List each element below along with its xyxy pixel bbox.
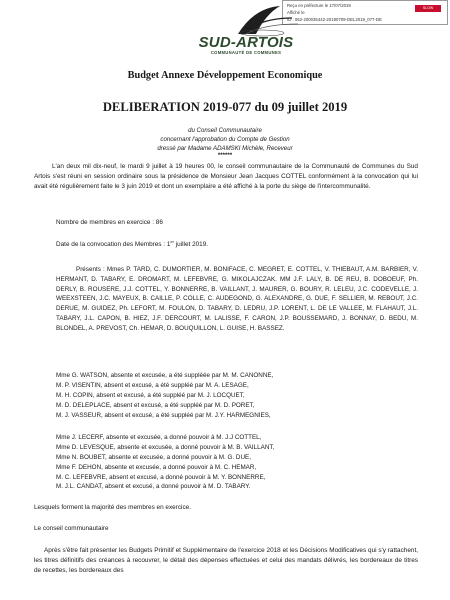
proxies-list — [56, 433, 274, 492]
presents-label: Présents : — [76, 266, 105, 273]
proxy-item: Mme N. BOUBET, absente et excusée, a donné pouvoir à M. G. DUE, — [56, 453, 251, 461]
final-paragraph — [34, 546, 418, 575]
proxy-item: Mme D. LEVESQUE, absente et excusée, a donné pouvoir à M. B. VAILLANT, — [56, 443, 275, 451]
deliberation-subtitle — [0, 126, 450, 159]
stamp-posted-line: Affiché le — [287, 10, 305, 15]
budget-title: Budget Annexe Développement Economique — [127, 70, 323, 81]
logo-name: SUD-ARTOIS — [198, 34, 294, 51]
council-heading: Le conseil communautaire — [34, 525, 109, 532]
intro-text: L'an deux mil dix-neuf, le mardi 9 juillet à 19 heures 00, le conseil communautaire de la Communauté de Communes du Sud Artois s'est réuni en session ordinaire sous la présidence de Monsieur Jean Jacques COTTEL conformément à la convocation qui lui avait été régulièrement faite le 3 juin 2019 et dont un exemplaire a été affiché à la porte du siège de l'intercommunalité. — [34, 163, 418, 190]
proxy-item: M. C. LEFEBVRE, absent et excusé, a donné pouvoir à M. Y. BONNERRE, — [56, 473, 266, 481]
subtitle-line-2: concernant l'approbation du Compte de Gestion — [160, 136, 290, 143]
deliberation-title: DELIBERATION 2019-077 du 09 juillet 2019 — [102, 100, 348, 114]
convocation-sup: er — [170, 238, 174, 244]
substitute-item: M. H. COPIN, absent et excusé, a été suppléé par M. J. LOCQUET, — [56, 391, 245, 399]
convocation-date — [56, 240, 208, 250]
presents-paragraph — [56, 265, 418, 334]
logo-text — [196, 34, 296, 55]
substitute-item: Mme G. WATSON, absente et excusée, a été suppléée par M. M. CANONNE, — [56, 372, 274, 379]
proxy-item: M. J.L. CANDAT, absent et excusé, a donné pouvoir à M. D. TABARY. — [56, 483, 251, 491]
convocation-rest: juillet 2019. — [173, 241, 209, 248]
final-text: Après s'être fait présenter les Budgets Primitif et Supplémentaire de l'exercice 2018 et les Décisions Modificatives qui s'y rattachent, les titres définitifs des créances à recouvrer, le détail des dépenses effectuées et celui des mandats délivrés, les bordereaux de titres de recettes, les bordereaux des — [34, 547, 418, 574]
members-count: Nombre de membres en exercice : 86 — [56, 219, 163, 226]
subtitle-line-3: dressé par Madame ADAMSKI Michèle, Receveur — [157, 145, 293, 152]
convocation-text: Date de la convocation des Membres : 1 — [56, 241, 171, 248]
substitutes-list — [56, 371, 273, 420]
intro-paragraph — [34, 162, 418, 191]
logo-subtitle: COMMUNAUTÉ DE COMMUNES — [210, 50, 282, 55]
proxy-item: Mme F. DEHON, absente et excusée, a donné pouvoir à M. C. HEMAR, — [56, 463, 257, 471]
stamp-badge: SLOW — [415, 5, 441, 12]
subtitle-stars: ****** — [217, 152, 233, 159]
presents-list: Mmes P. TARD, C. DUMORTIER, M. BONIFACE, C. MEGRET, E. COTTEL, V. THIEBAUT, A.M. BARBIER, V. HERMANT, D. TABARY, E. DROMART, M. LEFEBVRE, G. MIKOLAJCZAK. MM J.F. LALY, B. DE REU, B. DOBOEUF, Ph. DERLY, B. ROUSERE, J.J. COTTEL, Y. BONNERRE, B. VAILLANT, J. MAURER, G. BOURY, R. LELEU, J.C. CODEVELLE, J. WEEXSTEEN, J.C. MAYEUX, B. CAILLE, P. COLLE, C. AUDEGOND, G. ALEXANDRE, G. DUE, F. SELLIER, M. REBOUT, J.C. DERUE, M. GUIDEZ, Ph. LEFORT, M. FOULON, D. TABARY, D. LEDRU, J.P. LORENT, L. DE LE VALLEE, M. FLAHAUT, J.L. TABARY, J.L. CAPON, B. HIEZ, J.F. DERCOURT, M. LALISSE, F. CARON, J.P. BOUSSEMARD, J. BONNAY, D. BEDU, M. BLONDEL, A. PREVOST, Ch. HEMAR, D. BOUQUILLON, L. GUISE, H. BASSEZ. — [56, 266, 418, 332]
substitute-item: M. P. VISENTIN, absent et excusé, a été suppléé par M. A. LESAGE, — [56, 381, 249, 389]
substitute-item: M. D. DELEPLACE, absent et excusé, a été suppléé par M. D. PORET, — [56, 401, 255, 409]
substitute-item: M. J. VASSEUR, absent et excusé, a été suppléé par M. J.Y. HARMEGNIES, — [56, 411, 271, 419]
stamp-id-line: ID : 062-200035442-20190709-DEL2019_077-DE — [287, 17, 382, 22]
subtitle-line-1: du Conseil Communautaire — [188, 127, 262, 134]
majority-statement: Lesquels forment la majorité des membres en exercice. — [34, 504, 191, 511]
proxy-item: Mme J. LECERF, absente et excusée, a donné pouvoir à M. J.J COTTEL, — [56, 434, 262, 441]
stamp-received-line: Reçu en préfecture le 17/07/2019 — [287, 3, 351, 8]
